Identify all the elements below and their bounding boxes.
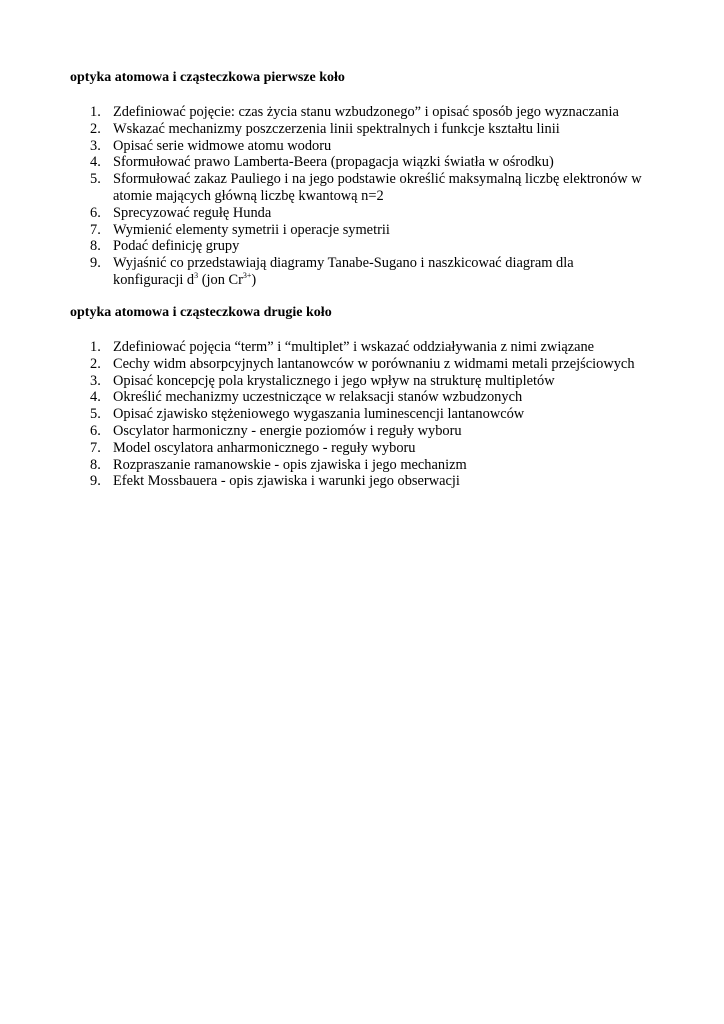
- item-number: 3.: [90, 137, 101, 154]
- item-number: 8.: [90, 238, 101, 255]
- superscript-d: 3: [194, 271, 199, 281]
- list-item: [0, 238, 660, 255]
- item-text-line2: [113, 272, 660, 289]
- item-number: 8.: [90, 456, 101, 473]
- list-item: [0, 171, 660, 205]
- item-number: 6.: [90, 422, 101, 439]
- item-number: 7.: [90, 221, 101, 238]
- list-item: [0, 389, 660, 406]
- list-item: [0, 457, 660, 474]
- item-text: Wskazać mechanizmy poszczerzenia linii spektralnych i funkcje kształtu linii: [113, 120, 560, 137]
- item-text: Rozpraszanie ramanowskie - opis zjawiska i jego mechanizm: [113, 456, 467, 473]
- item-text: Sprecyzować regułę Hunda: [113, 204, 272, 221]
- item-number: 4.: [90, 154, 101, 171]
- item-text: Sformułować prawo Lamberta-Beera (propagacja wiązki światła w ośrodku): [113, 154, 554, 171]
- list-item: [0, 373, 660, 390]
- closing-paren: ): [251, 271, 257, 288]
- item-text-line1: Wyjaśnić co przedstawiają diagramy Tanabe-Sugano i naszkicować diagram dla: [113, 255, 574, 272]
- item-text: Wymienić elementy symetrii i operacje symetrii: [113, 221, 390, 238]
- item-text: Podać definicję grupy: [113, 238, 240, 255]
- item-text: Zdefiniować pojęcia “term” i “multiplet” i wskazać oddziaływania z nimi związane: [113, 339, 595, 355]
- item-text: Określić mechanizmy uczestniczące w relaksacji stanów wzbudzonych: [113, 389, 523, 406]
- item-number: 5.: [90, 171, 101, 188]
- item-text: Opisać zjawisko stężeniowego wygaszania luminescencji lantanowców: [113, 406, 525, 423]
- list-item: [0, 205, 660, 222]
- question-list-first: [0, 104, 660, 289]
- list-item: [0, 473, 660, 490]
- item-number: 1.: [90, 339, 101, 355]
- list-item: [0, 121, 660, 138]
- list-item: [0, 356, 660, 373]
- item-text: Zdefiniować pojęcie: czas życia stanu wzbudzonego” i opisać sposób jego wyznaczania: [113, 104, 619, 120]
- item-text: Opisać serie widmowe atomu wodoru: [113, 137, 332, 154]
- item-text: Model oscylatora anharmonicznego - reguły wyboru: [113, 439, 416, 456]
- item-number: 3.: [90, 372, 101, 389]
- item-text-line1: Sformułować zakaz Pauliego i na jego podstawie określić maksymalną liczbę elektronów w: [113, 171, 642, 188]
- superscript-charge: 3+: [242, 271, 252, 281]
- list-item: [0, 339, 660, 356]
- item-number: 1.: [90, 104, 101, 120]
- section-heading-first: optyka atomowa i cząsteczkowa pierwsze koło: [70, 70, 345, 85]
- item-number: 5.: [90, 406, 101, 423]
- config-text: konfiguracji d: [113, 271, 195, 288]
- section-heading-second: optyka atomowa i cząsteczkowa drugie koło: [70, 305, 332, 320]
- item-text-line2: atomie mających główną liczbę kwantową n=2: [113, 187, 384, 204]
- question-list-second: [0, 339, 660, 490]
- item-text: Opisać koncepcję pola krystalicznego i jego wpływ na strukturę multipletów: [113, 372, 555, 389]
- item-number: 2.: [90, 355, 101, 372]
- list-item: [0, 154, 660, 171]
- item-number: 9.: [90, 255, 101, 272]
- list-item: [0, 440, 660, 457]
- list-item: [0, 255, 660, 289]
- item-number: 2.: [90, 120, 101, 137]
- list-item: [0, 138, 660, 155]
- item-text: Cechy widm absorpcyjnych lantanowców w porównaniu z widmami metali przejściowych: [113, 355, 635, 372]
- list-item: [0, 423, 660, 440]
- list-item: [0, 406, 660, 423]
- ion-text: (jon Cr: [198, 271, 243, 288]
- item-number: 4.: [90, 389, 101, 406]
- item-text: Oscylator harmoniczny - energie poziomów i reguły wyboru: [113, 422, 462, 439]
- item-number: 9.: [90, 473, 101, 490]
- item-number: 7.: [90, 439, 101, 456]
- item-text: Efekt Mossbauera - opis zjawiska i warunki jego obserwacji: [113, 473, 460, 490]
- list-item: [0, 222, 660, 239]
- list-item: [0, 104, 660, 121]
- item-number: 6.: [90, 204, 101, 221]
